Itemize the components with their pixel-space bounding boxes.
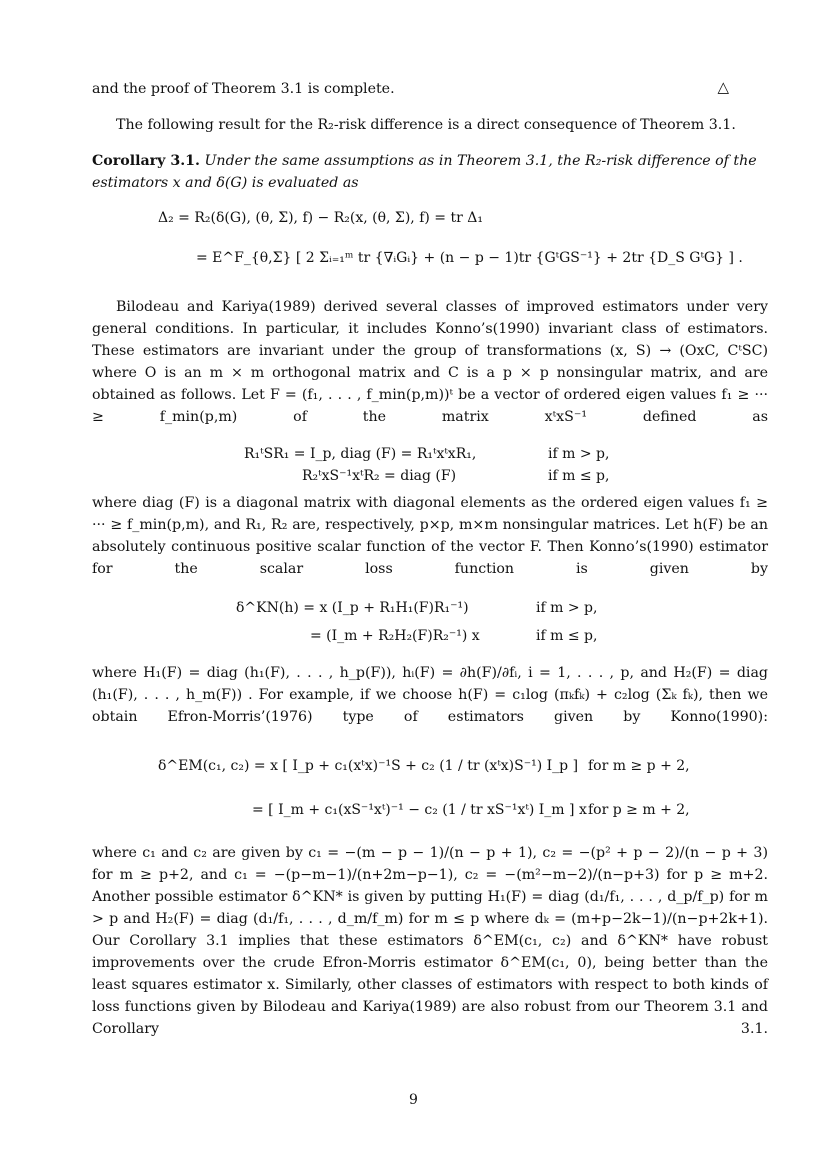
equation-konno-cond1: if m > p, bbox=[536, 600, 598, 616]
paragraph-diag-definition: where diag (F) is a diagonal matrix with diagonal elements as the ordered eigen values f₁ ≥ ··· ≥ f_min(p,m), and R₁, R₂ are, respectively, p×p, m×m nonsingular matrices. Let h(F) be an absolutely continuous positive scalar function of the vector F. Then Konno’s(1990) estimator for the scalar loss function is given by bbox=[92, 495, 768, 577]
equation-konno-line1: δ^KN(h) = x (I_p + R₁H₁(F)R₁⁻¹) bbox=[236, 600, 469, 616]
corollary-body: Under the same assumptions as in Theorem 3.1, the R₂-risk difference of the estimators x and δ(G) is evaluated as bbox=[92, 153, 757, 191]
qed-symbol: △ bbox=[717, 78, 729, 96]
equation-eigen-def-line2: R₂ᵗxS⁻¹xᵗR₂ = diag (F) bbox=[302, 468, 457, 484]
corollary-statement bbox=[92, 150, 768, 194]
paragraph-efron-morris: where H₁(F) = diag (h₁(F), . . . , h_p(F)), hᵢ(F) = ∂h(F)/∂fᵢ, i = 1, . . . , p, and H₂(F) = diag (h₁(F), . . . , h_m(F)) . For example, if we choose h(F) = c₁log (πₖfₖ) + c₂log (Σₖ fₖ), then we obtain Efron-Morris’(1976) type of estimators given by Konno(1990): bbox=[92, 665, 768, 725]
equation-risk-difference-line1: Δ₂ = R₂(δ(G), (θ, Σ), f) − R₂(x, (θ, Σ), f) = tr Δ₁ bbox=[158, 210, 483, 226]
equation-em-line1: δ^EM(c₁, c₂) = x [ I_p + c₁(xᵗx)⁻¹S + c₂ (1 / tr (xᵗx)S⁻¹) I_p ] bbox=[158, 758, 579, 774]
paragraph-bilodeau-kariya: Bilodeau and Kariya(1989) derived several classes of improved estimators under very general conditions. In particular, it includes Konno’s(1990) invariant class of estimators. These estimators are invariant under the group of transformations (x, S) → (OxC, CᵗSC) where O is an m × m orthogonal matrix and C is a p × p nonsingular matrix, and are obtained as follows. Let F = (f₁, . . . , f_min(p,m))ᵗ be a vector of ordered eigen values f₁ ≥ ··· ≥ f_min(p,m) of the matrix xᵗxS⁻¹ defined as bbox=[92, 299, 768, 425]
equation-risk-difference-line2: = E^F_{θ,Σ} [ 2 Σᵢ₌₁ᵐ tr {∇ᵢGᵢ} + (n − p − 1)tr {GᵗGS⁻¹} + 2tr {D_S GᵗG} ] . bbox=[196, 250, 743, 266]
paragraph-robust-improvements: where c₁ and c₂ are given by c₁ = −(m − p − 1)/(n − p + 1), c₂ = −(p² + p − 2)/(n − p + 3) for m ≥ p+2, and c₁ = −(p−m−1)/(n+2m−p−1), c₂ = −(m²−m−2)/(n−p+3) for p ≥ m+2. Another possible estimator δ^KN* is given by putting H₁(F) = diag (d₁/f₁, . . . , d_p/f_p) for m > p and H₂(F) = diag (d₁/f₁, . . . , d_m/f_m) for m ≤ p where dₖ = (m+p−2k−1)/(n−p+2k+1). Our Corollary 3.1 implies that these estimators δ^EM(c₁, c₂) and δ^KN* have robust improvements over the crude Efron-Morris estimator δ^EM(c₁, 0), being better than the least squares estimator x. Similarly, other classes of estimators with respect to both kinds of loss functions given by Bilodeau and Kariya(1989) are also robust from our Theorem 3.1 and Corollary 3.1. bbox=[92, 845, 768, 1037]
equation-em-line2: = [ I_m + c₁(xS⁻¹xᵗ)⁻¹ − c₂ (1 / tr xS⁻¹xᵗ) I_m ] x bbox=[252, 802, 587, 818]
equation-eigen-def-cond2: if m ≤ p, bbox=[548, 468, 610, 484]
equation-konno-cond2: if m ≤ p, bbox=[536, 628, 598, 644]
equation-eigen-def-line1: R₁ᵗSR₁ = I_p, diag (F) = R₁ᵗxᵗxR₁, bbox=[244, 446, 477, 462]
text-line-proof-complete: and the proof of Theorem 3.1 is complete. bbox=[92, 81, 395, 97]
text-line-result-intro: The following result for the R₂-risk difference is a direct consequence of Theorem 3.1. bbox=[116, 117, 736, 133]
page-number: 9 bbox=[409, 1092, 418, 1108]
corollary-heading: Corollary 3.1. bbox=[92, 153, 200, 169]
equation-konno-line2: = (I_m + R₂H₂(F)R₂⁻¹) x bbox=[310, 628, 480, 644]
equation-eigen-def-cond1: if m > p, bbox=[548, 446, 610, 462]
equation-em-cond1: for m ≥ p + 2, bbox=[588, 758, 690, 774]
equation-em-cond2: for p ≥ m + 2, bbox=[588, 802, 690, 818]
